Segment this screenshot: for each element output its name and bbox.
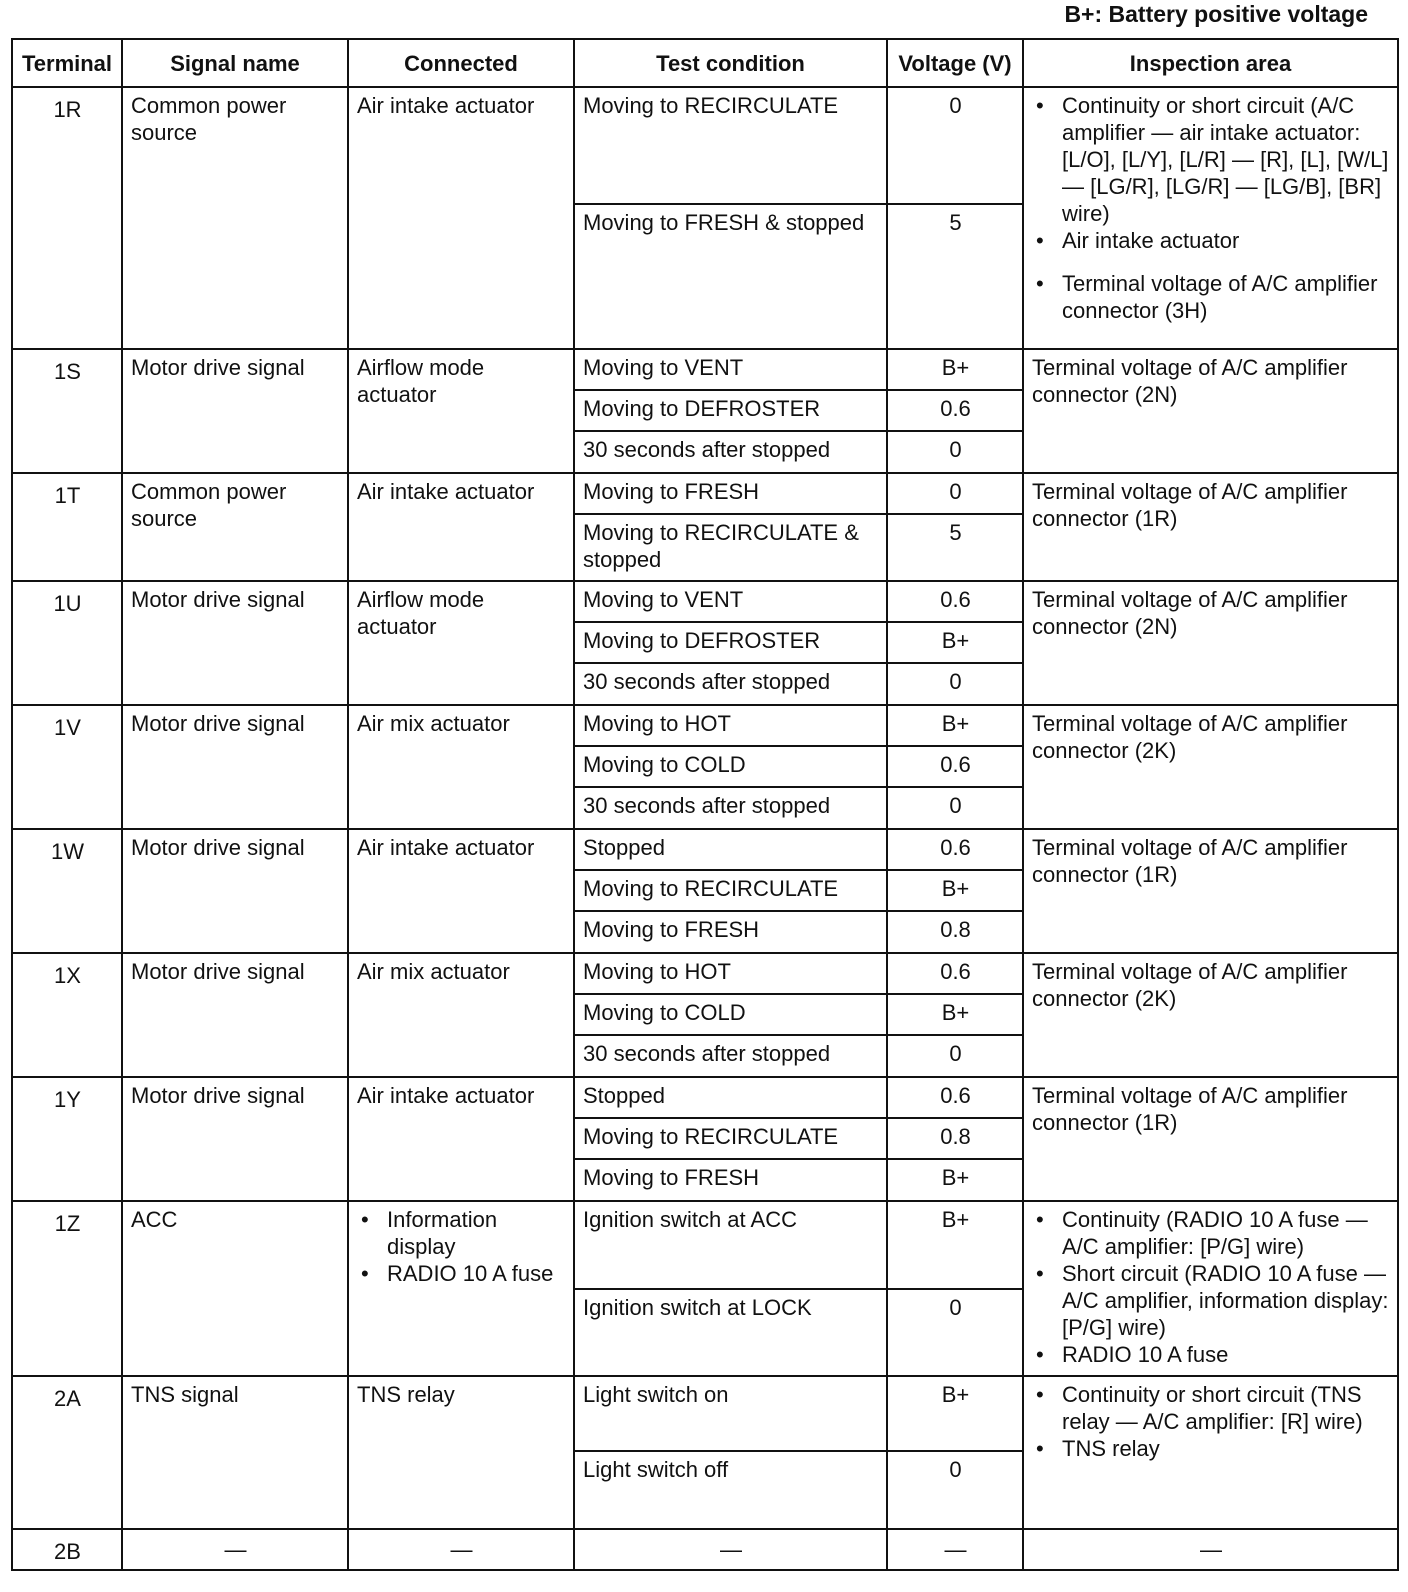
connected-cell: Air mix actuator [348, 705, 574, 829]
signal-name-cell: Motor drive signal [122, 349, 348, 473]
test-condition-cell: Light switch off [574, 1451, 887, 1529]
connected-cell: — [348, 1529, 574, 1570]
header-test-condition: Test condition [574, 39, 887, 87]
terminal-cell: 1X [12, 953, 122, 1077]
inspection-item: • RADIO 10 A fuse [1032, 1341, 1390, 1368]
header-voltage: Voltage (V) [887, 39, 1023, 87]
inspection-item: • Continuity (RADIO 10 A fuse — A/C amplifier: [P/G] wire) [1032, 1206, 1390, 1260]
table-row [12, 1077, 1398, 1118]
voltage-cell: 0.6 [887, 829, 1023, 870]
test-condition-cell: Stopped [574, 829, 887, 870]
test-condition-cell: 30 seconds after stopped [574, 1035, 887, 1077]
signal-name-cell: Common power source [122, 473, 348, 581]
test-condition-cell: — [574, 1529, 887, 1570]
connected-cell: Air intake actuator [348, 829, 574, 953]
inspection-area-cell: Terminal voltage of A/C amplifier connector (2K) [1023, 705, 1398, 829]
terminal-voltage-table [11, 38, 1399, 1571]
connected-item: • Information display [357, 1206, 566, 1260]
test-condition-cell: Moving to VENT [574, 349, 887, 390]
test-condition-cell: Moving to FRESH [574, 911, 887, 953]
test-condition-cell: 30 seconds after stopped [574, 787, 887, 829]
connected-cell: Airflow mode actuator [348, 349, 574, 473]
inspection-item: • Continuity or short circuit (TNS relay — A/C amplifier: [R] wire) [1032, 1381, 1390, 1435]
voltage-cell: B+ [887, 1201, 1023, 1289]
signal-name-cell: Motor drive signal [122, 705, 348, 829]
inspection-item: • Continuity or short circuit (A/C amplifier — air intake actuator: [L/O], [L/Y], [L/R] — [R], [L], [W/L] — [LG/R], [LG/R] — [LG/B], [BR] wire) [1032, 92, 1390, 227]
inspection-area-cell: Terminal voltage of A/C amplifier connector (1R) [1023, 829, 1398, 953]
voltage-cell: 0 [887, 87, 1023, 204]
test-condition-cell: Moving to VENT [574, 581, 887, 622]
test-condition-cell: Moving to FRESH [574, 1159, 887, 1201]
signal-name-cell: Motor drive signal [122, 953, 348, 1077]
inspection-area-cell: Terminal voltage of A/C amplifier connector (1R) [1023, 1077, 1398, 1201]
terminal-cell: 1Y [12, 1077, 122, 1201]
test-condition-cell: Light switch on [574, 1376, 887, 1451]
terminal-cell: 1U [12, 581, 122, 705]
test-condition-cell: Moving to COLD [574, 746, 887, 787]
test-condition-cell: Moving to HOT [574, 953, 887, 994]
voltage-cell: 0 [887, 1035, 1023, 1077]
voltage-cell: 0.6 [887, 581, 1023, 622]
table-row [12, 705, 1398, 746]
terminal-cell: 1W [12, 829, 122, 953]
voltage-cell: B+ [887, 705, 1023, 746]
voltage-cell: B+ [887, 1159, 1023, 1201]
table-row [12, 87, 1398, 204]
terminal-cell: 2B [12, 1529, 122, 1570]
voltage-cell: 0 [887, 1289, 1023, 1376]
signal-name-cell: Motor drive signal [122, 581, 348, 705]
signal-name-cell: TNS signal [122, 1376, 348, 1529]
voltage-cell: 0 [887, 431, 1023, 473]
header-terminal: Terminal [12, 39, 122, 87]
voltage-cell: B+ [887, 994, 1023, 1035]
voltage-cell: 5 [887, 514, 1023, 581]
terminal-cell: 1T [12, 473, 122, 581]
inspection-item: • Air intake actuator [1032, 227, 1390, 254]
test-condition-cell: Ignition switch at ACC [574, 1201, 887, 1289]
voltage-cell: 0 [887, 473, 1023, 514]
test-condition-cell: 30 seconds after stopped [574, 663, 887, 705]
voltage-cell: B+ [887, 622, 1023, 663]
test-condition-cell: Stopped [574, 1077, 887, 1118]
signal-name-cell: Motor drive signal [122, 1077, 348, 1201]
signal-name-cell: ACC [122, 1201, 348, 1376]
connected-cell: TNS relay [348, 1376, 574, 1529]
voltage-cell: B+ [887, 870, 1023, 911]
voltage-cell: — [887, 1529, 1023, 1570]
inspection-area-cell: Terminal voltage of A/C amplifier connector (2K) [1023, 953, 1398, 1077]
connected-cell: Air mix actuator [348, 953, 574, 1077]
signal-name-cell: Motor drive signal [122, 829, 348, 953]
inspection-item: • Short circuit (RADIO 10 A fuse — A/C amplifier, information display: [P/G] wire) [1032, 1260, 1390, 1341]
voltage-cell: 0.6 [887, 390, 1023, 431]
table-row [12, 829, 1398, 870]
inspection-area-cell [1023, 1201, 1398, 1376]
header-row [12, 39, 1398, 87]
terminal-cell: 2A [12, 1376, 122, 1529]
test-condition-cell: Moving to FRESH & stopped [574, 204, 887, 349]
header-signal-name: Signal name [122, 39, 348, 87]
connected-cell [348, 1201, 574, 1376]
inspection-item: • TNS relay [1032, 1435, 1390, 1462]
voltage-cell: B+ [887, 349, 1023, 390]
table-row [12, 349, 1398, 390]
inspection-area-cell [1023, 1376, 1398, 1529]
inspection-area-cell: Terminal voltage of A/C amplifier connector (2N) [1023, 581, 1398, 705]
test-condition-cell: Moving to RECIRCULATE & stopped [574, 514, 887, 581]
voltage-cell: 0.6 [887, 1077, 1023, 1118]
inspection-area-cell [1023, 87, 1398, 349]
voltage-cell: 0.6 [887, 746, 1023, 787]
inspection-area-cell: — [1023, 1529, 1398, 1570]
test-condition-cell: Moving to FRESH [574, 473, 887, 514]
voltage-cell: 0.8 [887, 1118, 1023, 1159]
voltage-cell: 0.8 [887, 911, 1023, 953]
connected-cell: Air intake actuator [348, 1077, 574, 1201]
inspection-item: • Terminal voltage of A/C amplifier connector (3H) [1032, 270, 1390, 324]
test-condition-cell: Moving to RECIRCULATE [574, 870, 887, 911]
battery-voltage-note: B+: Battery positive voltage [1064, 1, 1368, 27]
connected-item: • RADIO 10 A fuse [357, 1260, 566, 1287]
voltage-cell: 5 [887, 204, 1023, 349]
test-condition-cell: Moving to HOT [574, 705, 887, 746]
signal-name-cell: — [122, 1529, 348, 1570]
table-row [12, 581, 1398, 622]
voltage-cell: 0 [887, 1451, 1023, 1529]
test-condition-cell: Moving to RECIRCULATE [574, 87, 887, 204]
header-connected: Connected [348, 39, 574, 87]
table-row [12, 1529, 1398, 1570]
table-row [12, 1201, 1398, 1289]
terminal-cell: 1V [12, 705, 122, 829]
voltage-cell: 0 [887, 663, 1023, 705]
test-condition-cell: Moving to DEFROSTER [574, 622, 887, 663]
terminal-cell: 1R [12, 87, 122, 349]
table-row [12, 953, 1398, 994]
test-condition-cell: 30 seconds after stopped [574, 431, 887, 473]
voltage-cell: 0 [887, 787, 1023, 829]
test-condition-cell: Ignition switch at LOCK [574, 1289, 887, 1376]
connected-cell: Air intake actuator [348, 473, 574, 581]
terminal-cell: 1Z [12, 1201, 122, 1376]
terminal-cell: 1S [12, 349, 122, 473]
test-condition-cell: Moving to RECIRCULATE [574, 1118, 887, 1159]
inspection-area-cell: Terminal voltage of A/C amplifier connector (2N) [1023, 349, 1398, 473]
test-condition-cell: Moving to COLD [574, 994, 887, 1035]
header-inspection-area: Inspection area [1023, 39, 1398, 87]
table-row [12, 1376, 1398, 1451]
voltage-cell: B+ [887, 1376, 1023, 1451]
inspection-area-cell: Terminal voltage of A/C amplifier connector (1R) [1023, 473, 1398, 581]
test-condition-cell: Moving to DEFROSTER [574, 390, 887, 431]
signal-name-cell: Common power source [122, 87, 348, 349]
connected-cell: Air intake actuator [348, 87, 574, 349]
connected-cell: Airflow mode actuator [348, 581, 574, 705]
voltage-cell: 0.6 [887, 953, 1023, 994]
table-row [12, 473, 1398, 514]
